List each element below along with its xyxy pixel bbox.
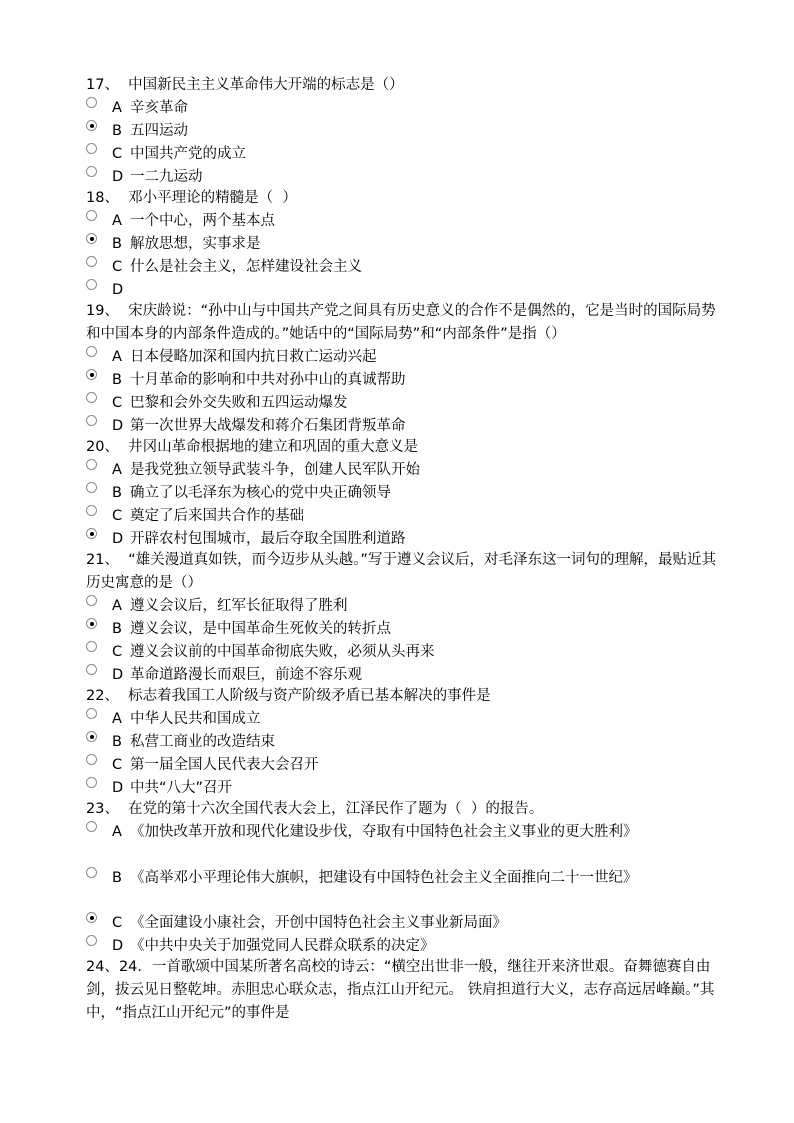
radio-button-selected[interactable] (86, 369, 97, 380)
option-text: 五四运动 (130, 123, 188, 139)
option-letter: A (112, 598, 122, 614)
option-letter: A (112, 100, 122, 116)
radio-button[interactable] (86, 595, 97, 606)
radio-button[interactable] (86, 166, 97, 177)
option-text: 什么是社会主义，怎样建设社会主义 (130, 259, 362, 275)
option-letter: D (112, 282, 124, 298)
option-text: 《中共中央关于加强党同人民群众联系的决定》 (130, 938, 435, 954)
radio-button[interactable] (86, 867, 97, 878)
radio-button[interactable] (86, 279, 97, 290)
option-letter: A (112, 213, 122, 229)
option-letter: C (112, 146, 123, 162)
option-text: 确立了以毛泽东为核心的党中央正确领导 (130, 485, 391, 501)
option-letter: C (112, 915, 123, 931)
option-text: 辛亥革命 (130, 100, 188, 116)
option-text: 《高举邓小平理论伟大旗帜，把建设有中国特色社会主义全面推向二十一世纪》 (130, 870, 638, 886)
radio-button[interactable] (86, 935, 97, 946)
option-letter: B (112, 870, 122, 886)
option-text: 《加快改革开放和现代化建设步伐，夺取有中国特色社会主义事业的更大胜利》 (130, 824, 638, 840)
question-19-text: 19、 宋庆龄说：“孙中山与中国共产党之间具有历史意义的合作不是偶然的，它是当时的国际局势和中国本身的内部条件造成的。”她话中的“国际局势”和“内部条件”是指（） (86, 303, 716, 342)
option-text: 遵义会议前的中国革命彻底失败，必须从头再来 (130, 644, 435, 660)
option-text: 一个中心，两个基本点 (130, 213, 275, 229)
option-letter: A (112, 824, 122, 840)
option-letter: B (112, 123, 122, 139)
option-text: 遵义会议后，红军长征取得了胜利 (130, 598, 348, 614)
option-letter: A (112, 711, 122, 727)
radio-button-selected[interactable] (86, 912, 97, 923)
radio-button[interactable] (86, 482, 97, 493)
radio-button[interactable] (86, 346, 97, 357)
option-text: 革命道路漫长而艰巨，前途不容乐观 (130, 667, 362, 683)
radio-button-selected[interactable] (86, 731, 97, 742)
radio-button[interactable] (86, 821, 97, 832)
option-letter: D (112, 531, 124, 547)
option-letter: C (112, 644, 123, 660)
option-text: 私营工商业的改造结束 (130, 734, 275, 750)
option-letter: C (112, 757, 123, 773)
option-text: 第一届全国人民代表大会召开 (130, 757, 319, 773)
question-22-text: 22、 标志着我国工人阶级与资产阶级矛盾已基本解决的事件是 (86, 688, 491, 704)
question-18-text: 18、 邓小平理论的精髓是（ ） (86, 190, 297, 206)
radio-button[interactable] (86, 97, 97, 108)
question-20-text: 20、 井冈山革命根据地的建立和巩固的重大意义是 (86, 439, 419, 455)
option-text: 奠定了后来国共合作的基础 (130, 508, 304, 524)
option-letter: D (112, 169, 124, 185)
option-text: 第一次世界大战爆发和蒋介石集团背叛革命 (130, 418, 406, 434)
option-letter: B (112, 236, 122, 252)
option-letter: D (112, 667, 124, 683)
option-text: 中华人民共和国成立 (130, 711, 261, 727)
question-17-text: 17、 中国新民主主义革命伟大开端的标志是（） (86, 77, 404, 93)
option-letter: D (112, 780, 124, 796)
option-letter: A (112, 462, 122, 478)
radio-button-selected[interactable] (86, 233, 97, 244)
radio-button[interactable] (86, 641, 97, 652)
option-text: 开辟农村包围城市，最后夺取全国胜利道路 (130, 531, 406, 547)
option-letter: A (112, 349, 122, 365)
option-text: 解放思想，实事求是 (130, 236, 261, 252)
question-21-text: 21、 “雄关漫道真如铁，而今迈步从头越。”写于遵义会议后，对毛泽东这一词句的理解，最贴近其历史寓意的是（） (86, 552, 716, 591)
option-letter: B (112, 485, 122, 501)
option-text: 一二九运动 (130, 169, 203, 185)
radio-button-selected[interactable] (86, 528, 97, 539)
option-letter: D (112, 418, 124, 434)
radio-button[interactable] (86, 415, 97, 426)
option-text: 中共“八大”召开 (130, 780, 233, 796)
radio-button-selected[interactable] (86, 618, 97, 629)
question-23-text: 23、 在党的第十六次全国代表大会上，江泽民作了题为（ ）的报告。 (86, 801, 544, 817)
radio-button[interactable] (86, 392, 97, 403)
radio-button[interactable] (86, 777, 97, 788)
radio-button[interactable] (86, 256, 97, 267)
option-letter: C (112, 395, 123, 411)
radio-button[interactable] (86, 708, 97, 719)
option-text: 是我党独立领导武装斗争，创建人民军队开始 (130, 462, 420, 478)
radio-button[interactable] (86, 210, 97, 221)
radio-button[interactable] (86, 143, 97, 154)
option-letter: B (112, 372, 122, 388)
option-text: 日本侵略加深和国内抗日救亡运动兴起 (130, 349, 377, 365)
radio-button-selected[interactable] (86, 120, 97, 131)
radio-button[interactable] (86, 754, 97, 765)
option-letter: C (112, 259, 123, 275)
option-text: 中国共产党的成立 (130, 146, 246, 162)
option-text: 巴黎和会外交失败和五四运动爆发 (130, 395, 348, 411)
option-letter: B (112, 621, 122, 637)
option-text: 《全面建设小康社会，开创中国特色社会主义事业新局面》 (130, 915, 507, 931)
radio-button[interactable] (86, 459, 97, 470)
option-text: 遵义会议，是中国革命生死攸关的转折点 (130, 621, 391, 637)
radio-button[interactable] (86, 664, 97, 675)
option-text: 十月革命的影响和中共对孙中山的真诚帮助 (130, 372, 406, 388)
option-letter: D (112, 938, 124, 954)
radio-button[interactable] (86, 505, 97, 516)
option-letter: B (112, 734, 122, 750)
option-letter: C (112, 508, 123, 524)
question-24-text: 24、24．一首歌颂中国某所著名高校的诗云：“横空出世非一般，继往开来济世艰。奋舞德赛自由剑，拔云见日整乾坤。赤胆忠心联众志，指点江山开纪元。 铁肩担道行大义，志存高远居峰巅。”其中，“指点江山开纪元”的事件是 (86, 959, 715, 1021)
